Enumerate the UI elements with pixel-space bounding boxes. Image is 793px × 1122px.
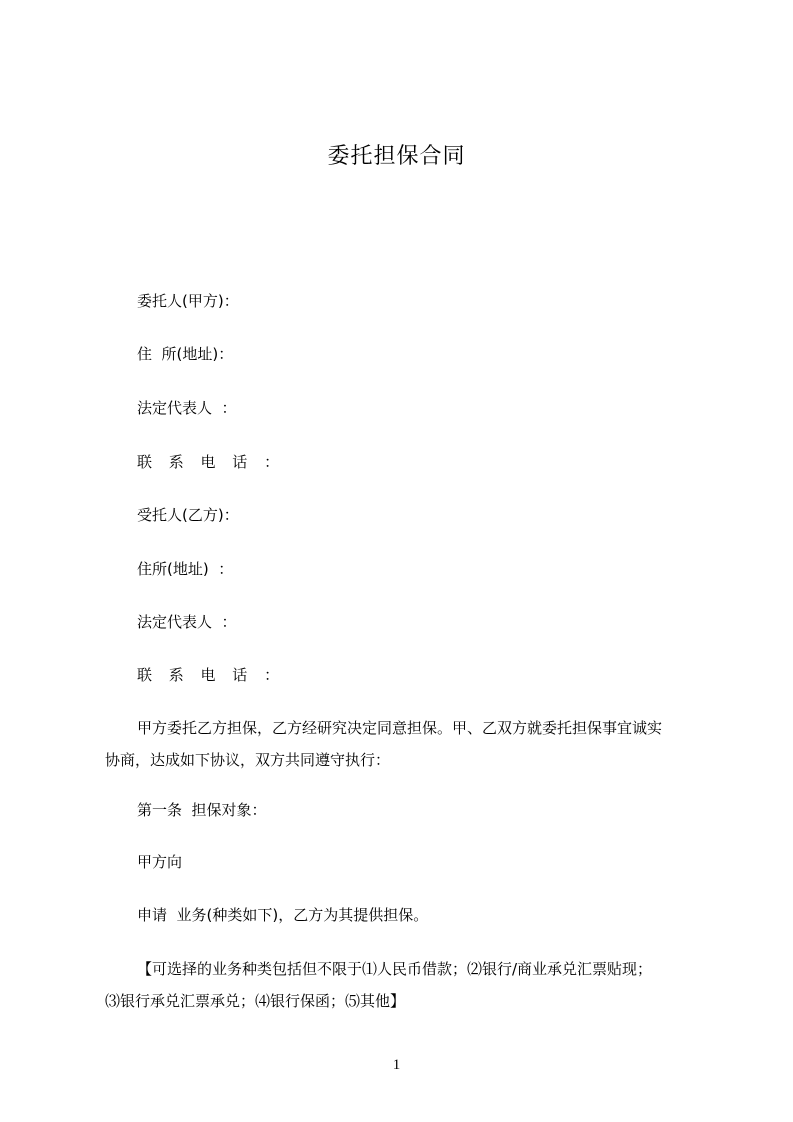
party-a-legal-rep-label: 法定代表人 ： [137, 399, 237, 417]
article-1-heading: 第一条 担保对象： [137, 801, 267, 819]
party-a-phone-label: 联 系 电 话 ： [137, 453, 286, 471]
party-a-client-label: 委托人(甲方)： [137, 292, 239, 310]
note-line-1: 【可选择的业务种类包括但不限于⑴人民币借款；⑵银行/商业承兑汇票贴现； [137, 960, 653, 978]
business-types-note [105, 959, 705, 1023]
article-1-text-1: 甲方向 [137, 853, 183, 871]
party-b-phone-label: 联 系 电 话 ： [137, 666, 286, 684]
preamble-line-1: 甲方委托乙方担保，乙方经研究决定同意担保。甲、乙双方就委托担保事宜诚实 [137, 719, 663, 737]
preamble-line-2: 协商，达成如下协议，双方共同遵守执行： [105, 751, 391, 769]
party-a-address-label: 住 所(地址)： [137, 345, 234, 363]
document-title: 委托担保合同 [327, 144, 466, 169]
party-b-client-label: 受托人(乙方)： [137, 506, 239, 524]
page-number: 1 [392, 1057, 401, 1073]
note-line-2: ⑶银行承兑汇票承兑；⑷银行保函；⑸其他】 [105, 992, 406, 1010]
article-1-text-2: 申请 业务(种类如下)，乙方为其提供担保。 [137, 906, 429, 924]
party-b-address-label: 住所(地址) ： [137, 560, 234, 578]
party-b-legal-rep-label: 法定代表人 ： [137, 613, 237, 631]
preamble-paragraph [105, 718, 705, 782]
